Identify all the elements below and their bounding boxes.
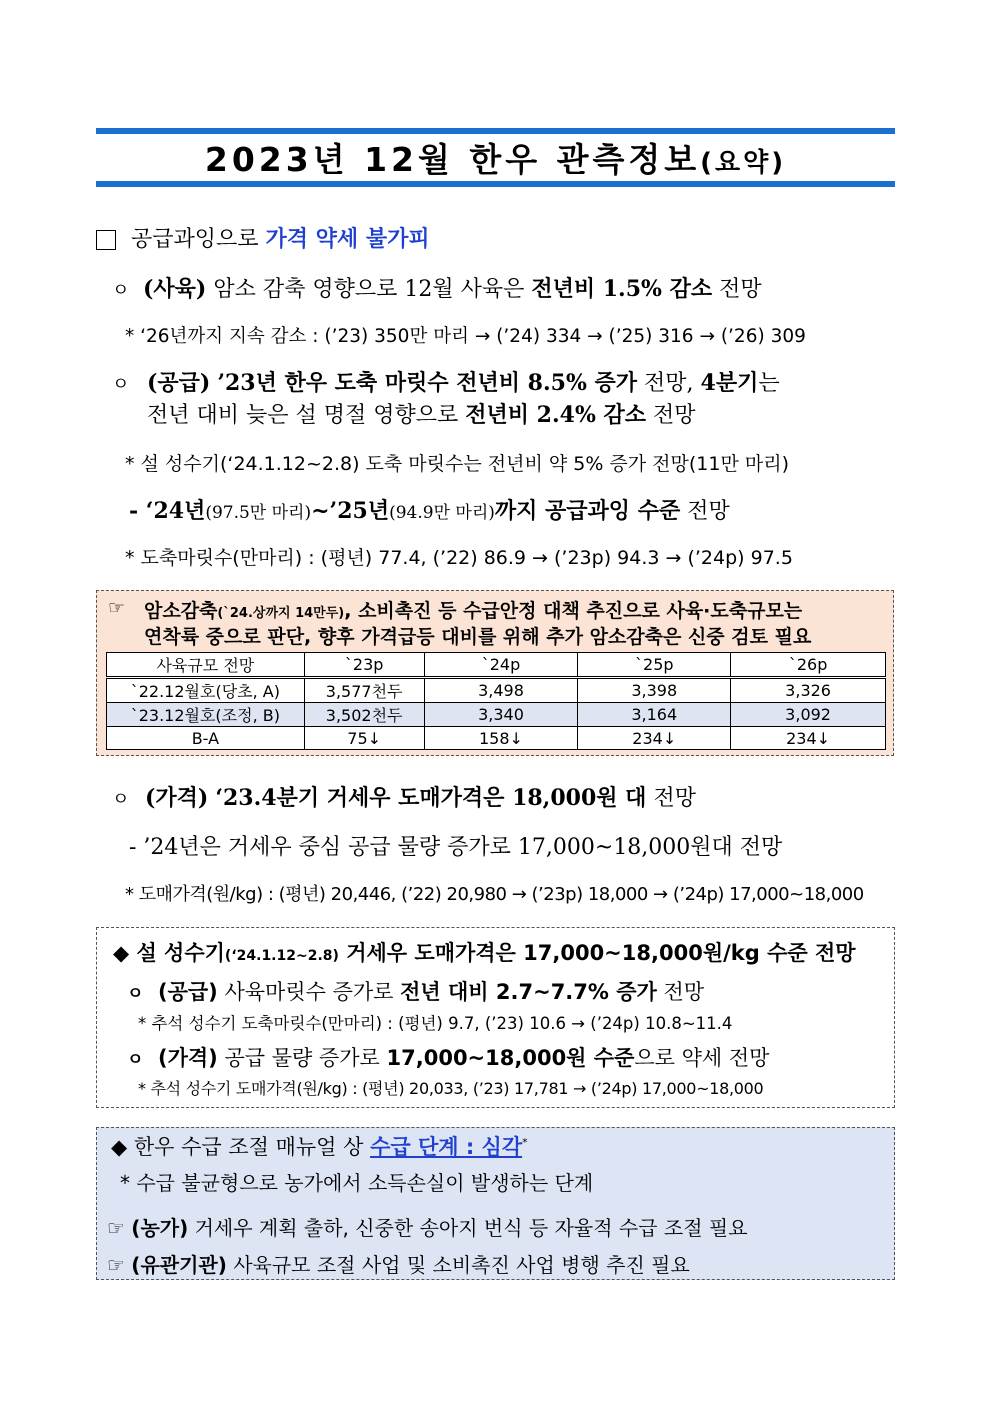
title-suffix: (요약): [700, 148, 787, 178]
table-row: [107, 703, 886, 727]
table-header-row: [107, 653, 886, 678]
emphasis: 전년비 1.5% 감소: [531, 276, 713, 302]
text: 사육마릿수 증가로: [224, 980, 394, 1004]
table-cell: 3,577천두: [304, 678, 424, 703]
text: 는: [758, 371, 780, 396]
item-supply-line1: [147, 366, 780, 397]
box2-price-note: * 추석 성수기 도매가격(원/kg) : (평년) 20,033, (’23) 17,781 → (’24p) 17,000~18,000: [138, 1079, 764, 1098]
item-supply-line2: [147, 398, 696, 429]
bullet-icon: ㅇ: [112, 374, 130, 395]
emphasis: 까지 공급과잉 수준: [494, 498, 681, 524]
item-price: [145, 781, 696, 812]
emphasis: ’23년 한우 도축 마릿수 전년비 8.5% 증가: [217, 370, 638, 396]
text: 암소 감축 영향으로 12월 사육은: [213, 277, 525, 302]
emphasis: 전년비 2.4% 감소: [465, 402, 647, 428]
table-header: `25p: [578, 653, 731, 678]
table-cell: 3,502천두: [304, 703, 424, 727]
text: 공급 물량 증가로: [224, 1046, 380, 1070]
table-header: 사육규모 전망: [107, 653, 305, 678]
label: (사육): [143, 276, 207, 302]
text: 으로 약세 전망: [634, 1046, 770, 1070]
table-cell: 75↓: [304, 727, 424, 750]
text: 전망: [653, 403, 696, 428]
label: (가격): [158, 1046, 218, 1070]
box2-heading: [113, 937, 856, 967]
emphasis: ‘23.4분기 거세우 도매가격은 18,000원 대: [215, 785, 647, 811]
checkbox-icon: [96, 230, 116, 250]
label: (공급): [158, 980, 218, 1004]
box3-point2: [107, 1249, 690, 1278]
bullet-icon: ㅇ: [127, 984, 144, 1004]
price-note: * 도매가격(원/kg) : (평년) 20,446, (’22) 20,980 → (’23p) 18,000 → (’24p) 17,000~18,000: [125, 884, 864, 905]
text: (97.5만 마리): [205, 503, 312, 523]
table-cell: 3,092: [731, 703, 886, 727]
text: , 소비촉진 등 수급안정 대책 추진으로 사육·도축규모는: [344, 600, 803, 622]
bullet-icon: ㅇ: [112, 789, 130, 810]
text: - ‘24년: [129, 498, 206, 524]
pointbox-line1: [144, 596, 802, 623]
herd-forecast-table: [106, 652, 886, 750]
label: (유관기관): [131, 1253, 227, 1277]
text: ◆ 한우 수급 조절 매뉴얼 상: [111, 1135, 364, 1159]
table-cell: 3,398: [578, 678, 731, 703]
box3-point1: [107, 1212, 748, 1241]
pointing-hand-icon: ☞: [108, 597, 126, 619]
table-cell: `23.12월호(조정, B): [107, 703, 305, 727]
text: 암소감축: [144, 600, 218, 622]
emphasis: 17,000~18,000원 수준: [386, 1046, 635, 1070]
title-bottom-bar: [96, 181, 895, 187]
title-main: 2023년 12월 한우 관측정보: [204, 140, 701, 179]
table-cell: 3,498: [424, 678, 578, 703]
emphasis: 4분기: [700, 370, 759, 396]
bullet-icon: ㅇ: [127, 1050, 144, 1070]
text: 전망: [653, 786, 696, 811]
pointing-hand-icon: ☞: [107, 1253, 125, 1277]
table-cell: `22.12월호(당초, A): [107, 678, 305, 703]
text: 사육규모 조절 사업 및 소비촉진 사업 병행 추진 필요: [233, 1253, 690, 1277]
headline: [131, 222, 430, 253]
table-header: `24p: [424, 653, 578, 678]
table-header: `23p: [304, 653, 424, 678]
box2-supply-note: * 추석 성수기 도축마릿수(만마리) : (평년) 9.7, (’23) 10.6 → (’24p) 10.8~11.4: [138, 1014, 733, 1033]
supply-dash: [129, 494, 730, 525]
label: (가격): [145, 785, 209, 811]
table-header: `26p: [731, 653, 886, 678]
table-cell: 3,164: [578, 703, 731, 727]
saryuk-note: * ‘26년까지 지속 감소 : (’23) 350만 마리 → (’24) 334 → (’25) 316 → (’26) 309: [125, 326, 806, 347]
table-cell: 234↓: [578, 727, 731, 750]
table-cell: 158↓: [424, 727, 578, 750]
table-cell: 3,340: [424, 703, 578, 727]
footnote-marker: *: [522, 1136, 528, 1149]
bullet-icon: ㅇ: [112, 280, 130, 301]
text: ◆ 설 성수기: [113, 941, 225, 965]
table-cell: 234↓: [731, 727, 886, 750]
page-title: [96, 134, 895, 186]
text: 거세우 계획 출하, 신중한 송아지 번식 등 자율적 수급 조절 필요: [194, 1216, 748, 1240]
text: 전망,: [644, 371, 694, 396]
text: ~’25년: [311, 498, 390, 524]
pointing-hand-icon: ☞: [107, 1216, 125, 1240]
emphasis: 전년 대비 2.7~7.7% 증가: [400, 980, 657, 1004]
text: 거세우 도매가격은 17,000~18,000원/kg 수준 전망: [346, 941, 856, 965]
text: (‘24.1.12~2.8): [224, 948, 339, 964]
box2-price: [158, 1042, 769, 1072]
emphasis: 수급 단계 : 심각: [370, 1135, 523, 1159]
label: (공급): [147, 370, 211, 396]
box3-heading: [111, 1131, 528, 1161]
box2-supply: [158, 976, 704, 1006]
text: 전년 대비 늦은 설 명절 영향으로: [147, 403, 459, 428]
table-cell: 3,326: [731, 678, 886, 703]
text: (94.9만 마리): [389, 503, 495, 523]
box3-note: * 수급 불균형으로 농가에서 소득손실이 발생하는 단계: [120, 1171, 594, 1195]
headline-emphasis: 가격 약세 불가피: [265, 226, 430, 252]
slaughter-note: * 도축마릿수(만마리) : (평년) 77.4, (’22) 86.9 → (’23p) 94.3 → (’24p) 97.5: [125, 547, 793, 569]
supply-note: * 설 성수기(‘24.1.12~2.8) 도축 마릿수는 전년비 약 5% 증가 전망(11만 마리): [125, 453, 789, 475]
text: (`24.상까지 14만두): [217, 606, 345, 621]
text: 전망: [663, 980, 705, 1004]
table-cell: B-A: [107, 727, 305, 750]
text: 전망: [687, 499, 730, 524]
item-saryuk: [143, 272, 762, 303]
text: 전망: [719, 277, 762, 302]
price-dash: - ’24년은 거세우 중심 공급 물량 증가로 17,000~18,000원대 전망: [129, 835, 783, 860]
headline-lead: 공급과잉으로: [131, 227, 259, 252]
label: (농가): [131, 1216, 189, 1240]
table-row: [107, 727, 886, 750]
table-row: [107, 678, 886, 703]
pointbox-line2: 연착륙 중으로 판단, 향후 가격급등 대비를 위해 추가 암소감축은 신중 검토 필요: [144, 626, 812, 648]
